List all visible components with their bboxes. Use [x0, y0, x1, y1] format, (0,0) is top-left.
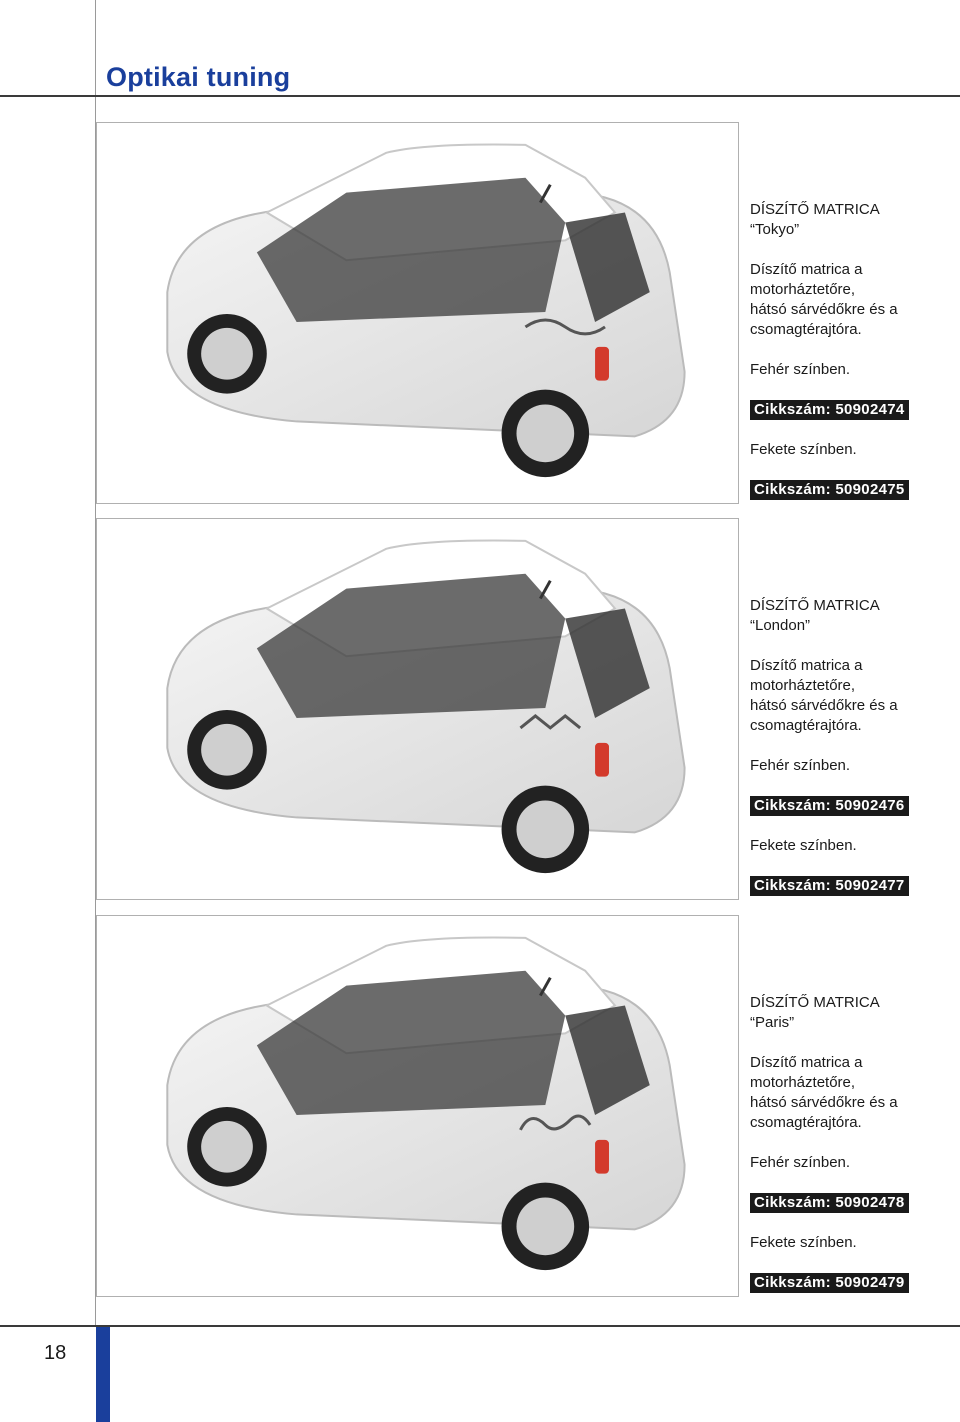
description-line: Díszítő matrica a [750, 261, 863, 278]
black-part-number: Cikkszám: 50902477 [750, 876, 909, 896]
description-line: csomagtérajtóra. [750, 1114, 862, 1131]
car-photo [96, 122, 739, 504]
black-color-label: Fekete színben. [750, 441, 857, 458]
product-paris [96, 915, 960, 1297]
product-heading: DÍSZÍTŐ MATRICA [750, 994, 880, 1011]
product-name: “Paris” [750, 1014, 795, 1031]
car-photo [96, 915, 739, 1297]
car-illustration [97, 519, 738, 899]
description-line: csomagtérajtóra. [750, 321, 862, 338]
white-color-label: Fehér színben. [750, 1154, 851, 1171]
white-part-number: Cikkszám: 50902478 [750, 1193, 909, 1213]
black-part-number: Cikkszám: 50902475 [750, 480, 909, 500]
description-line: motorháztetőre, [750, 677, 856, 694]
white-color-label: Fehér színben. [750, 757, 851, 774]
description-line: hátsó sárvédőkre és a [750, 697, 898, 714]
white-color-label: Fehér színben. [750, 361, 851, 378]
product-info [750, 122, 960, 500]
description-line: csomagtérajtóra. [750, 717, 862, 734]
car-illustration [97, 123, 738, 503]
page-title: Optikai tuning [106, 62, 291, 92]
product-heading: DÍSZÍTŐ MATRICA [750, 201, 880, 218]
white-part-number: Cikkszám: 50902476 [750, 796, 909, 816]
black-color-label: Fekete színben. [750, 1234, 857, 1251]
car-photo [96, 518, 739, 900]
black-part-number: Cikkszám: 50902479 [750, 1273, 909, 1293]
black-color-label: Fekete színben. [750, 837, 857, 854]
title-divider [0, 95, 960, 97]
description-line: Díszítő matrica a [750, 657, 863, 674]
description-line: hátsó sárvédőkre és a [750, 301, 898, 318]
product-tokyo [96, 122, 960, 504]
product-heading: DÍSZÍTŐ MATRICA [750, 597, 880, 614]
product-london [96, 518, 960, 900]
white-part-number: Cikkszám: 50902474 [750, 400, 909, 420]
description-line: motorháztetőre, [750, 281, 856, 298]
description-line: Díszítő matrica a [750, 1054, 863, 1071]
product-name: “London” [750, 617, 811, 634]
car-illustration [97, 916, 738, 1296]
product-name: “Tokyo” [750, 221, 800, 238]
product-info [750, 518, 960, 896]
product-info [750, 915, 960, 1293]
page-number: 18 [44, 1342, 67, 1364]
accent-bar [96, 1327, 110, 1422]
description-line: hátsó sárvédőkre és a [750, 1094, 898, 1111]
footer-divider [0, 1325, 960, 1327]
description-line: motorháztetőre, [750, 1074, 856, 1091]
